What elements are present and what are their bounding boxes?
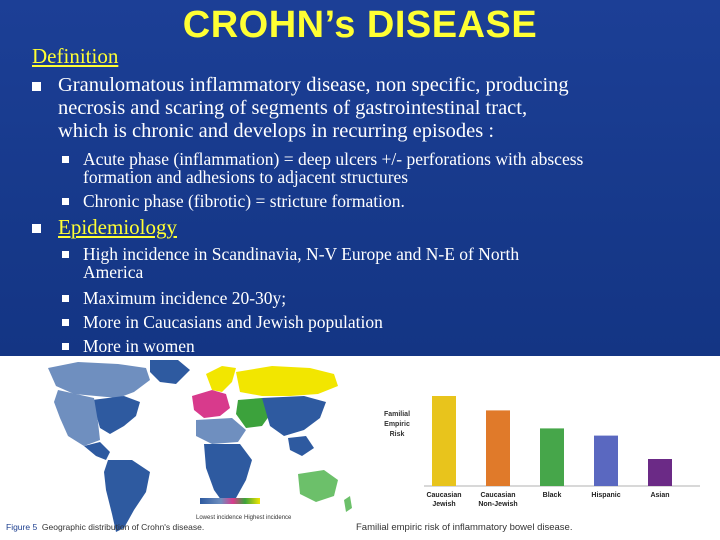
acute-phase-line: formation and adhesions to adjacent structures <box>83 167 409 187</box>
epidemiology-item-line: High incidence in Scandinavia, N-V Europe and N-E of North <box>83 244 520 264</box>
chart-bar <box>486 410 510 486</box>
bullet-square-icon <box>62 156 69 163</box>
epidemiology-heading: Epidemiology <box>58 215 177 239</box>
chart-bar <box>648 459 672 486</box>
figure-panel <box>0 356 720 540</box>
chart-bar <box>594 436 618 486</box>
map-caption-text: Geographic distribution of Crohn's disease. <box>41 522 205 532</box>
bullet-square-icon <box>62 319 69 326</box>
chronic-phase-bullet <box>62 192 405 210</box>
chart-category-label: Hispanic <box>591 492 621 499</box>
bullet-square-icon <box>32 82 41 91</box>
epidemiology-item <box>62 245 519 281</box>
chart-category-label: Black <box>542 492 562 499</box>
chart-bar <box>432 396 456 486</box>
epidemiology-item-line: Maximum incidence 20-30y; <box>83 288 287 308</box>
definition-text-line: Granulomatous inflammatory disease, non specific, producing <box>58 74 569 96</box>
epidemiology-item <box>62 313 383 331</box>
bullet-square-icon <box>62 295 69 302</box>
chronic-phase-line: Chronic phase (fibrotic) = stricture formation. <box>83 191 405 211</box>
epidemiology-bullet <box>32 216 177 239</box>
page-title: CROHN’s DISEASE <box>182 4 538 46</box>
epidemiology-item-line: America <box>83 262 144 282</box>
chart-category-label: Asian <box>650 492 670 499</box>
map-legend-low-label: Lowest incidence <box>196 515 243 521</box>
chart-ylabel-line: Empiric <box>384 421 410 428</box>
acute-phase-bullet <box>62 150 583 186</box>
definition-heading: Definition <box>32 44 119 68</box>
bullet-square-icon <box>62 198 69 205</box>
chart-category-label: Jewish <box>432 501 456 508</box>
definition-text-line: which is chronic and develops in recurring episodes : <box>58 120 495 142</box>
chart-category-label: Caucasian <box>426 492 462 499</box>
bullet-square-icon <box>62 343 69 350</box>
bullet-square-icon <box>62 251 69 258</box>
chart-ylabel-line: Familial <box>383 411 411 418</box>
chart-bar <box>540 428 564 486</box>
epidemiology-item-line: More in women <box>83 336 195 356</box>
chart-ylabel-line: Risk <box>389 431 405 438</box>
map-legend-high-label: Highest incidence <box>244 515 292 521</box>
epidemiology-item-line: More in Caucasians and Jewish population <box>83 312 383 332</box>
chart-caption: Familial empiric risk of inflammatory bowel disease. <box>356 522 573 533</box>
chart-category-label: Non-Jewish <box>478 501 518 508</box>
familial-risk-chart <box>352 356 720 540</box>
map-legend-gradient <box>200 498 260 504</box>
world-map-figure <box>0 356 355 540</box>
map-caption <box>6 522 204 532</box>
map-caption-label: Figure 5 <box>6 522 38 532</box>
epidemiology-item <box>62 337 195 355</box>
chart-background <box>352 356 720 540</box>
chart-category-label: Caucasian <box>480 492 516 499</box>
definition-text-line: necrosis and scaring of segments of gastrointestinal tract, <box>58 97 528 119</box>
epidemiology-item <box>62 289 286 307</box>
bullet-square-icon <box>32 224 41 233</box>
definition-bullet <box>32 74 569 143</box>
acute-phase-line: Acute phase (inflammation) = deep ulcers +/- perforations with abscess <box>83 149 584 169</box>
